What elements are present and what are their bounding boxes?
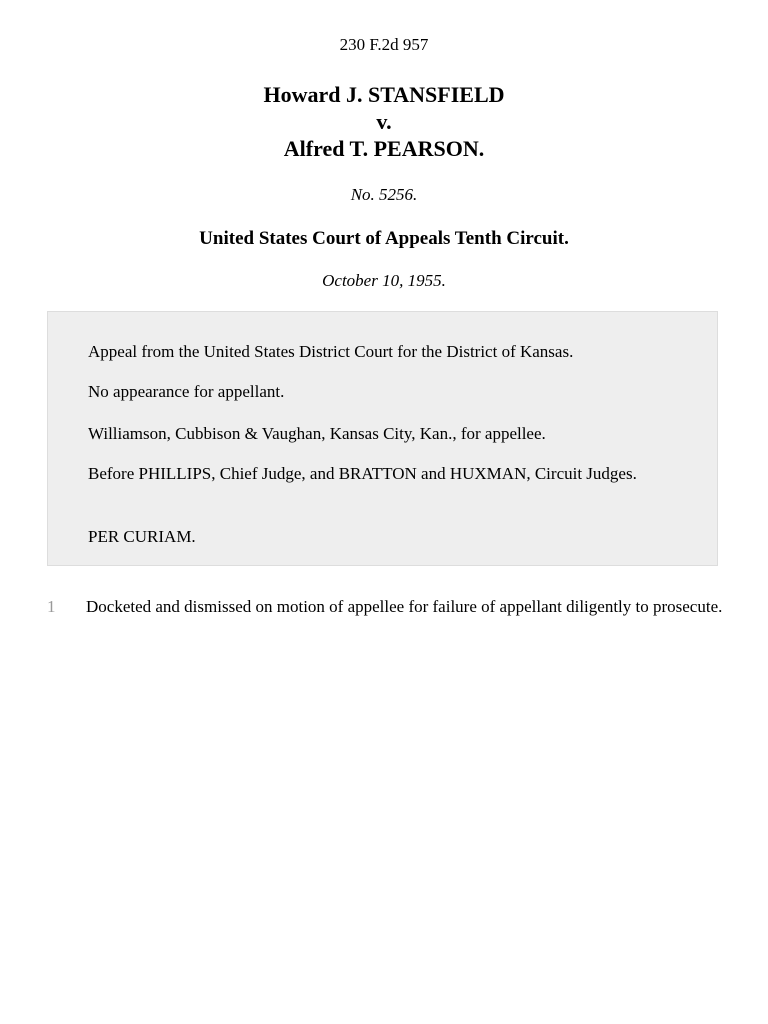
per-curiam-label: PER CURIAM. (88, 527, 196, 546)
case-header-box (47, 311, 718, 566)
paragraph-number: 1 (47, 597, 56, 616)
case-citation: 230 F.2d 957 (339, 35, 429, 54)
appellee-counsel: Williamson, Cubbison & Vaughan, Kansas City, Kan., for appellee. (88, 424, 546, 443)
decision-date: October 10, 1955. (322, 271, 446, 290)
paragraph-text: Docketed and dismissed on motion of appellee for failure of appellant diligently to prosecute. (86, 597, 723, 616)
party-appellant: Howard J. STANSFIELD (263, 82, 505, 107)
docket-number: No. 5256. (350, 185, 418, 204)
versus-label: v. (376, 109, 392, 134)
appeal-source: Appeal from the United States District Court for the District of Kansas. (88, 342, 574, 361)
court-name: United States Court of Appeals Tenth Circuit. (199, 228, 569, 249)
party-appellee: Alfred T. PEARSON. (283, 136, 485, 161)
judges-panel: Before PHILLIPS, Chief Judge, and BRATTON and HUXMAN, Circuit Judges. (88, 464, 637, 483)
appellant-counsel: No appearance for appellant. (88, 382, 285, 401)
case-title (0, 81, 768, 162)
